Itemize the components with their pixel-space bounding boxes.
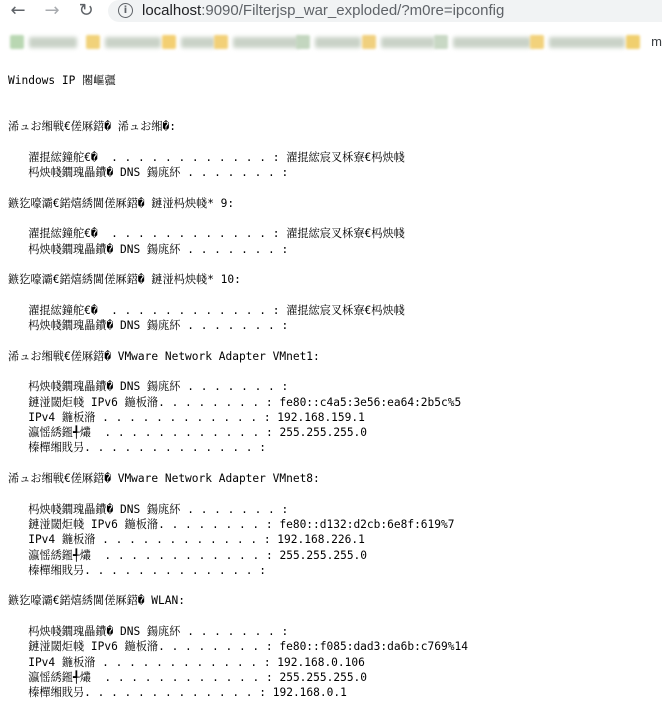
bookmark-item[interactable] — [530, 34, 625, 50]
bookmark-blurred-label — [549, 37, 625, 48]
bookmark-favicon-icon — [162, 35, 176, 49]
bookmark-blurred-label — [105, 37, 161, 48]
url-text[interactable] — [142, 1, 504, 21]
bookmark-overflow-label[interactable]: m — [651, 34, 662, 49]
info-icon[interactable]: i — [118, 3, 133, 18]
bookmark-blurred-label — [181, 37, 215, 48]
bookmark-item[interactable] — [626, 34, 645, 50]
reload-icon[interactable]: ↻ — [78, 0, 94, 21]
bookmark-favicon-icon — [214, 35, 228, 49]
back-arrow-icon[interactable]: ← — [10, 0, 26, 21]
forward-arrow-icon[interactable]: → — [44, 0, 60, 21]
bookmark-item[interactable] — [10, 34, 77, 50]
bookmark-item[interactable] — [362, 34, 435, 50]
url-path: :9090/Filterjsp_war_exploded/?m0re=ipconfig — [201, 2, 505, 19]
bookmark-item[interactable] — [86, 34, 161, 50]
ipconfig-output: Windows IP 闂嶇疆 浠ュお缃戦€傞厤鍣� 浠ュお缃�: 濯掍綋鐘舵€� . . . . . . . . . . . . : 濯掍綋宸叉柇寮€杩炴帴 杩炴帴鐗瑰畾鐨� DNS 鍚庣紑 . . . . . . . : 鏃犵嚎灞€鍩熺綉閫傞厤鍣� 鏈湴杩炴帴* 9: 濯掍綋鐘舵€� . . . . . . . . . . . . : 濯掍綋宸叉柇寮€杩炴帴 杩炴帴鐗瑰畾鐨� DNS 鍚庣紑 . . . . . . . : 鏃犵嚎灞€鍩熺綉閫傞厤鍣� 鏈湴杩炴帴* 10: 濯掍綋鐘舵€� . . . . . . . . . . . . : 濯掍綋宸叉柇寮€杩炴帴 杩炴帴鐗瑰畾鐨� DNS 鍚庣紑 . . . . . . . : 浠ュお缃戦€傞厤鍣� VMware Network Adapter VMnet1: 杩炴帴鐗瑰畾鐨� DNS 鍚庣紑 . . . . . . . : 鏈湴閾炬帴 IPv6 鍦板潃. . . . . . . . : fe80::c4a5:3e56:ea64:2b5c%5 IPv4 鍦板潃 . . . . . . . . . . . . : 192.168.159.1 瀛愮綉鎺╃爜 . . . . . . . . . . . . : 255.255.255.0 榛樿缃戝叧. . . . . . . . . . . . . : 浠ュお缃戦€傞厤鍣� VMware Network Adapter VMnet8: 杩炴帴鐗瑰畾鐨� DNS 鍚庣紑 . . . . . . . : 鏈湴閾炬帴 IPv6 鍦板潃. . . . . . . . : fe80::d132:d2cb:6e8f:619%7 IPv4 鍦板潃 . . . . . . . . . . . . : 192.168.226.1 瀛愮綉鎺╃爜 . . . . . . . . . . . . : 255.255.255.0 榛樿缃戝叧. . . . . . . . . . . . . : 鏃犵嚎灞€鍩熺綉閫傞厤鍣� WLAN: 杩炴帴鐗瑰畾鐨� DNS 鍚庣紑 . . . . . . . : 鏈湴閾炬帴 IPv6 鍦板潃. . . . . . . . : fe80::f085:dad3:da6b:c769%14 IPv4 鍦板潃 . . . . . . . . . . . . : 192.168.0.106 瀛愮綉鎺╃爜 . . . . . . . . . . . . : 255.255.255.0 榛樿缃戝叧. . . . . . . . . . . . . : 192.168.0.1 — [8, 74, 468, 700]
bookmark-item[interactable] — [434, 34, 531, 50]
bookmark-favicon-icon — [434, 35, 448, 49]
bookmark-blurred-label — [315, 37, 361, 48]
bookmark-favicon-icon — [626, 35, 640, 49]
bookmark-favicon-icon — [86, 35, 100, 49]
bookmark-blurred-label — [381, 37, 435, 48]
bookmark-blurred-label — [453, 37, 531, 48]
bookmark-item[interactable] — [214, 34, 299, 50]
bookmark-favicon-icon — [362, 35, 376, 49]
bookmark-item[interactable] — [296, 34, 361, 50]
bookmark-favicon-icon — [530, 35, 544, 49]
url-host: localhost — [142, 2, 202, 19]
bookmark-favicon-icon — [296, 35, 310, 49]
bookmarks-bar — [0, 26, 662, 58]
bookmark-blurred-label — [233, 37, 299, 48]
bookmark-item[interactable] — [162, 34, 215, 50]
address-bar[interactable] — [108, 0, 662, 22]
bookmark-blurred-label — [29, 37, 77, 48]
page-content — [8, 58, 658, 700]
browser-toolbar — [0, 0, 662, 24]
bookmark-favicon-icon — [10, 35, 24, 49]
